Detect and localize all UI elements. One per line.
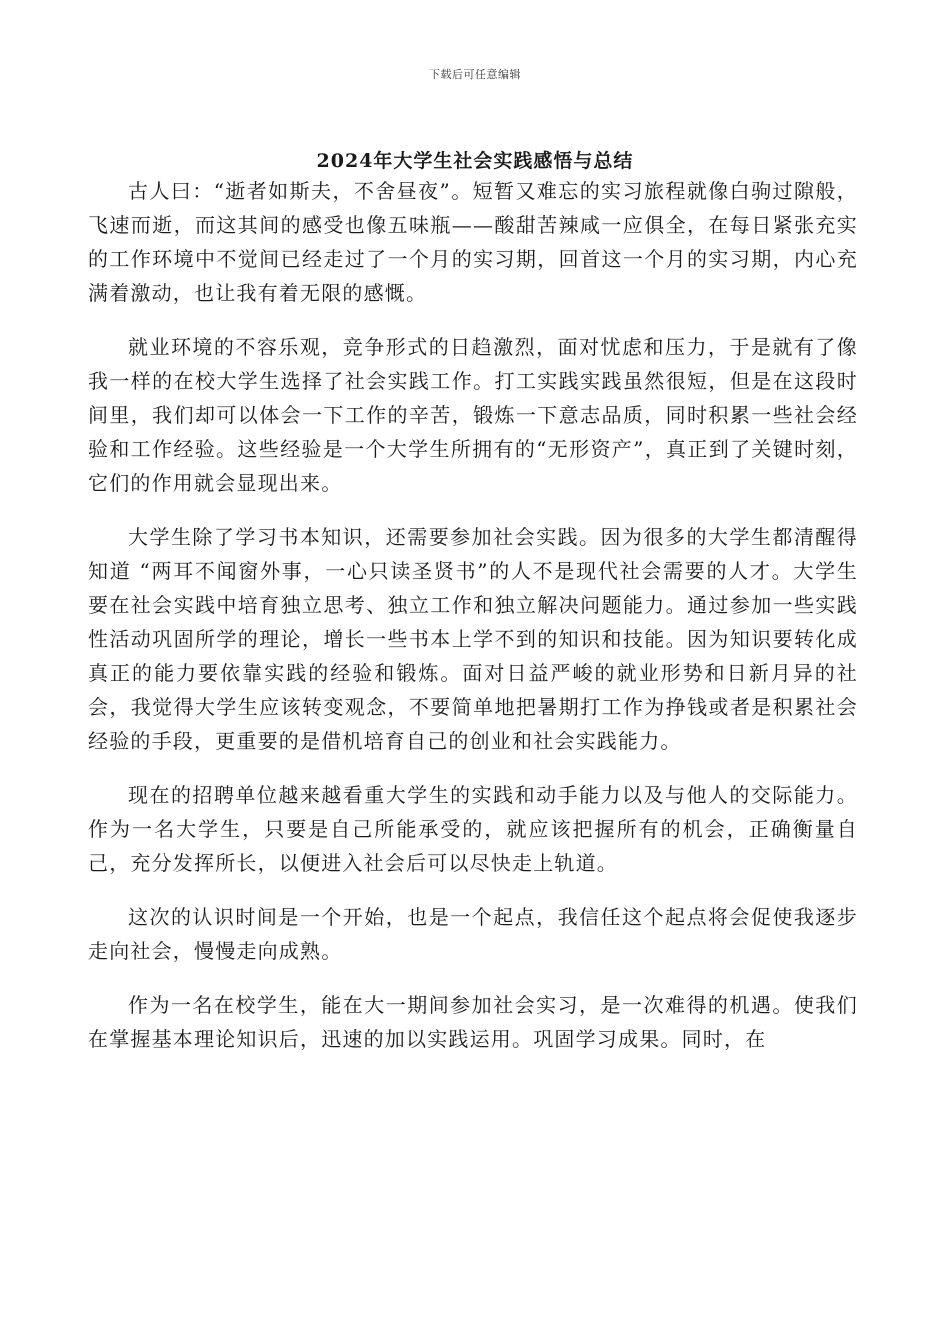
paragraph-4: 现在的招聘单位越来越看重大学生的实践和动手能力以及与他人的交际能力。作为一名大学生，只要是自己所能承受的，就应该把握所有的机会，正确衡量自己，充分发挥所长，以便进入社会后可以尽快走上轨道。: [88, 783, 858, 875]
paragraph-1: 古人曰：“逝者如斯夫，不舍昼夜”。短暂又难忘的实习旅程就像白驹过隙般，飞速而逝，而这其间的感受也像五味瓶——酸甜苦辣咸一应俱全，在每日紧张充实的工作环境中不觉间已经走过了一个月的实习期，回首这一个月的实习期，内心充满着激动，也让我有着无限的感慨。: [88, 179, 858, 305]
paragraph-2: 就业环境的不容乐观，竞争形式的日趋激烈，面对忧虑和压力，于是就有了像我一样的在校大学生选择了社会实践工作。打工实践实践虽然很短，但是在这段时间里，我们却可以体会一下工作的辛苦，锻炼一下意志品质，同时积累一些社会经验和工作经验。这些经验是一个大学生所拥有的“无形资产”，真正到了关键时刻，它们的作用就会显现出来。: [88, 335, 858, 495]
document-title: 2024年大学生社会实践感悟与总结: [316, 150, 634, 172]
paragraph-3: 大学生除了学习书本知识，还需要参加社会实践。因为很多的大学生都清醒得知道 “两耳不闻窗外事，一心只读圣贤书”的人不是现代社会需要的人才。大学生要在社会实践中培育独立思考、独立工作和独立解决问题能力。通过参加一些实践性活动巩固所学的理论，增长一些书本上学不到的知识和技能。因为知识要转化成真正的能力要依靠实践的经验和锻炼。面对日益严峻的就业形势和日新月异的社会，我觉得大学生应该转变观念，不要简单地把暑期打工作为挣钱或者是积累社会经验的手段，更重要的是借机培育自己的创业和社会实践能力。: [88, 525, 858, 753]
paragraph-5: 这次的认识时间是一个开始，也是一个起点，我信任这个起点将会促使我逐步走向社会，慢慢走向成熟。: [88, 905, 858, 963]
document-body: [88, 174, 858, 1076]
header-note: 下载后可任意编辑: [429, 68, 521, 81]
paragraph-6: 作为一名在校学生，能在大一期间参加社会实习，是一次难得的机遇。使我们在掌握基本理论知识后，迅速的加以实践运用。巩固学习成果。同时，在: [88, 993, 858, 1051]
